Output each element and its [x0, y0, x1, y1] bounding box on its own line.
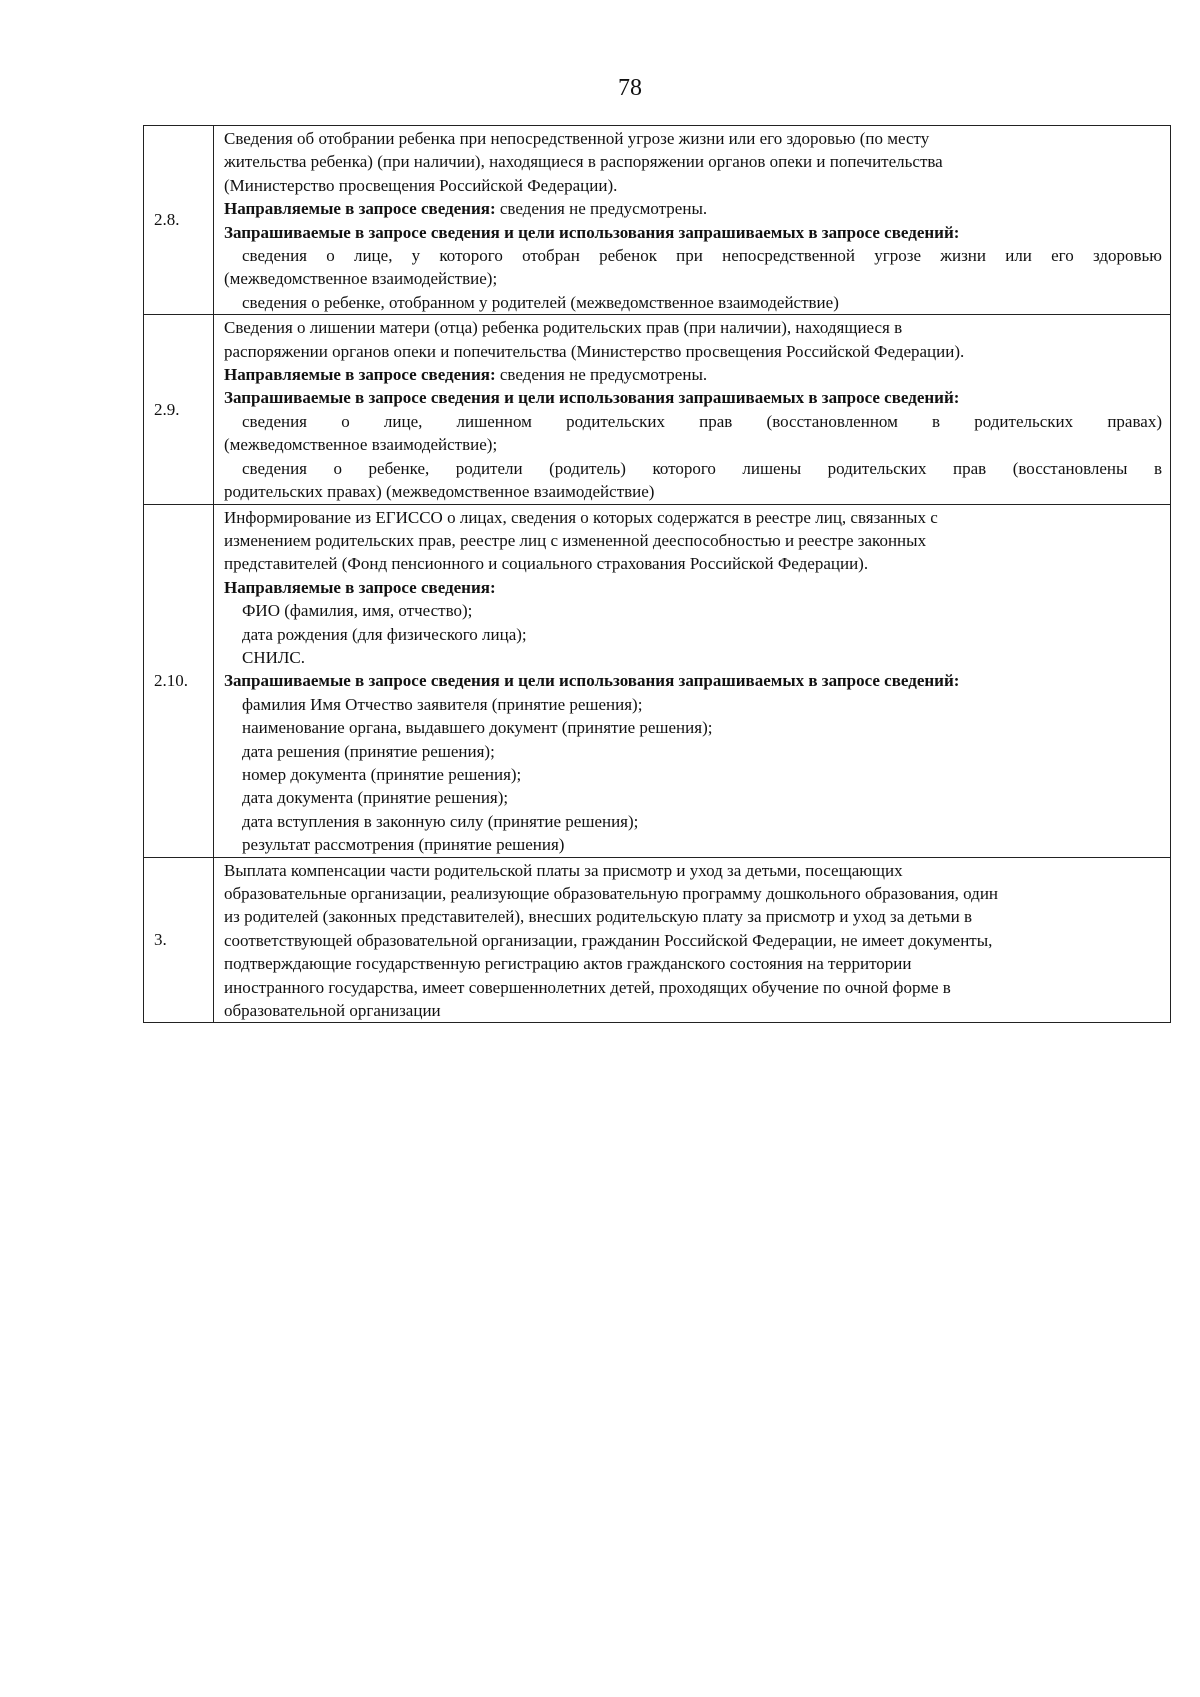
page-number: 78	[618, 75, 642, 101]
content-line	[224, 363, 1162, 386]
row-content	[214, 126, 1171, 315]
content-line: образовательные организации, реализующие образовательную программу дошкольного образования, один	[224, 884, 999, 903]
content-line: Запрашиваемые в запросе сведения и цели использования запрашиваемых в запросе сведений:	[224, 222, 960, 242]
bold-label: Направляемые в запросе сведения:	[224, 365, 496, 385]
content-line: жительства ребенка) (при наличии), находящиеся в распоряжении органов опеки и попечительства	[224, 152, 943, 172]
content-line: сведения о лице, лишенном родительских прав (восстановленном в родительских правах)	[242, 411, 1162, 431]
content-line: дата рождения (для физического лица);	[242, 624, 527, 644]
content-line: (межведомственное взаимодействие);	[224, 435, 498, 455]
content-line: фамилия Имя Отчество заявителя (принятие решения);	[242, 694, 643, 714]
table-row	[144, 857, 1171, 1023]
table-body	[144, 126, 1171, 1023]
content-line: СНИЛС.	[242, 647, 306, 667]
content-line: подтверждающие государственную регистрацию актов гражданского состояния на территории	[224, 954, 912, 974]
content-line: номер документа (принятие решения);	[242, 764, 522, 784]
content-line: дата документа (принятие решения);	[242, 788, 509, 808]
row-number: 2.9.	[144, 315, 214, 504]
content-line: иностранного государства, имеет совершеннолетних детей, проходящих обучение по очной форме в	[224, 977, 951, 997]
bold-label: Направляемые в запросе сведения:	[224, 199, 496, 219]
content-line: родительских правах) (межведомственное взаимодействие)	[224, 482, 655, 502]
content-line: Информирование из ЕГИССО о лицах, сведения о которых содержатся в реестре лиц, связанных с	[224, 507, 938, 527]
row-content	[214, 315, 1171, 504]
row-content	[214, 504, 1171, 857]
table-row	[144, 504, 1171, 857]
content-line: Направляемые в запросе сведения:	[224, 577, 496, 597]
content-line: ФИО (фамилия, имя, отчество);	[242, 601, 473, 621]
content-line: распоряжении органов опеки и попечительства (Министерство просвещения Российской Федерации).	[224, 341, 965, 361]
content-line: Сведения о лишении матери (отца) ребенка родительских прав (при наличии), находящиеся в	[224, 318, 903, 338]
row-content	[214, 857, 1171, 1023]
content-line: изменением родительских прав, реестре лиц с измененной дееспособностью и реестре законных	[224, 530, 927, 550]
content-line: сведения о ребенке, отобранном у родителей (межведомственное взаимодействие)	[242, 292, 839, 312]
line-text: сведения не предусмотрены.	[495, 199, 708, 219]
content-line: образовательной организации	[224, 1001, 441, 1021]
content-line: сведения о ребенке, родители (родитель) которого лишены родительских прав (восстановлены в	[242, 458, 1162, 478]
row-number: 2.10.	[144, 504, 214, 857]
content-line: результат рассмотрения (принятие решения)	[242, 835, 565, 855]
content-line: (Министерство просвещения Российской Федерации).	[224, 175, 618, 195]
content-line	[224, 197, 1162, 220]
content-line: дата вступления в законную силу (принятие решения);	[242, 811, 639, 831]
content-line: представителей (Фонд пенсионного и социального страхования Российской Федерации).	[224, 554, 869, 574]
table-row	[144, 315, 1171, 504]
row-number: 2.8.	[144, 126, 214, 315]
content-line: из родителей (законных представителей), внесших родительскую плату за присмотр и уход за детьми в	[224, 907, 973, 927]
content-line: наименование органа, выдавшего документ (принятие решения);	[242, 718, 713, 738]
row-number: 3.	[144, 857, 214, 1023]
table-row	[144, 126, 1171, 315]
content-line: соответствующей образовательной организации, гражданин Российской Федерации, не имеет документы,	[224, 930, 993, 950]
regulation-table	[143, 125, 1171, 1023]
content-line: Сведения об отобрании ребенка при непосредственной угрозе жизни или его здоровью (по месту	[224, 129, 930, 148]
content-line: дата решения (принятие решения);	[242, 741, 495, 761]
content-line: (межведомственное взаимодействие);	[224, 269, 498, 289]
content-line: Выплата компенсации части родительской платы за присмотр и уход за детьми, посещающих	[224, 860, 903, 880]
line-text: сведения не предусмотрены.	[495, 365, 708, 385]
content-line: Запрашиваемые в запросе сведения и цели использования запрашиваемых в запросе сведений:	[224, 671, 960, 691]
content-line: сведения о лице, у которого отобран ребенок при непосредственной угрозе жизни или его здоровью	[242, 246, 1162, 266]
content-line: Запрашиваемые в запросе сведения и цели использования запрашиваемых в запросе сведений:	[224, 388, 960, 408]
